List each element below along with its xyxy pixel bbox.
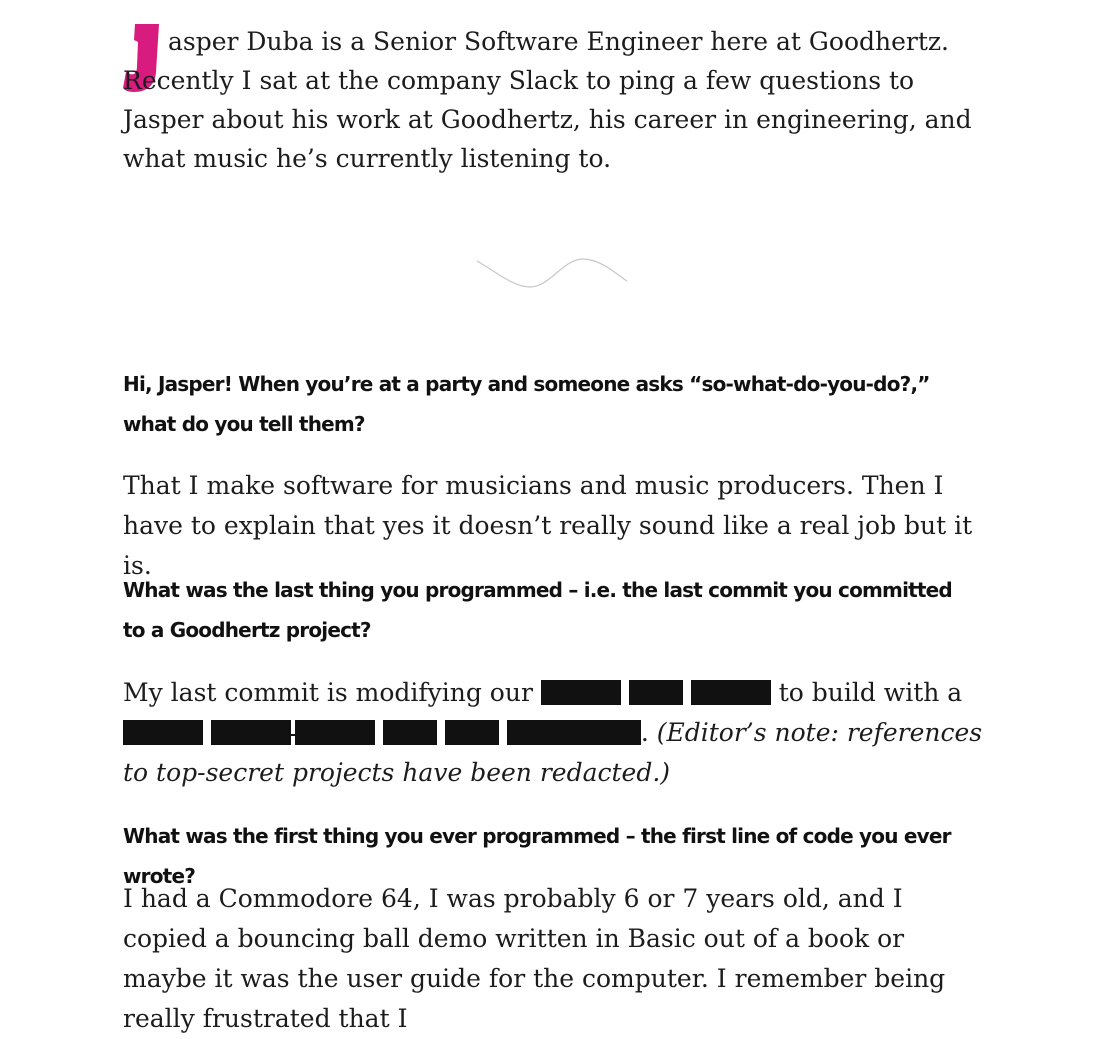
redaction-bar bbox=[383, 720, 437, 745]
redaction-bar bbox=[123, 720, 203, 745]
intro-paragraph bbox=[123, 22, 973, 178]
redaction-bar bbox=[211, 720, 291, 745]
answer-first-code: I had a Commodore 64, I was probably 6 or 7 years old, and I copied a bouncing ball demo written in Basic out of a book or maybe it was the user guide for the computer. I remember being really frustrated that I bbox=[123, 884, 946, 1033]
redaction-bar bbox=[541, 680, 621, 705]
redaction-bar bbox=[295, 720, 375, 745]
wave-divider-icon bbox=[475, 255, 630, 291]
answer-party: That I make software for musicians and music producers. Then I have to explain that yes it doesn’t really sound like a real job but it is. bbox=[123, 471, 973, 580]
answer-period: . bbox=[640, 718, 649, 747]
article-intro bbox=[123, 22, 973, 178]
redaction-bar bbox=[507, 720, 641, 745]
editors-note: (Editor’s note: references to top-secret projects have been redacted.) bbox=[123, 718, 983, 787]
redaction-bar bbox=[445, 720, 499, 745]
question-last-commit: What was the last thing you programmed – i.e. the last commit you committed to a Goodhertz project? bbox=[123, 578, 952, 642]
question-party: Hi, Jasper! When you’re at a party and someone asks “so-what-do-you-do?,” what do you tell them? bbox=[123, 372, 930, 436]
redaction-bar bbox=[691, 680, 771, 705]
answer-last-commit bbox=[123, 673, 983, 793]
question-first-code: What was the first thing you ever programmed – the first line of code you ever wrote? bbox=[123, 824, 951, 888]
redaction-bar bbox=[629, 680, 683, 705]
intro-text: asper Duba is a Senior Software Engineer here at Goodhertz. Recently I sat at the company Slack to ping a few questions to Jasper about his work at Goodhertz, his career in engineering, and what music he’s currently listening to. bbox=[123, 27, 972, 173]
answer-text-middle: to build with a bbox=[778, 678, 963, 707]
answer-text-start: My last commit is modifying our bbox=[123, 678, 533, 707]
